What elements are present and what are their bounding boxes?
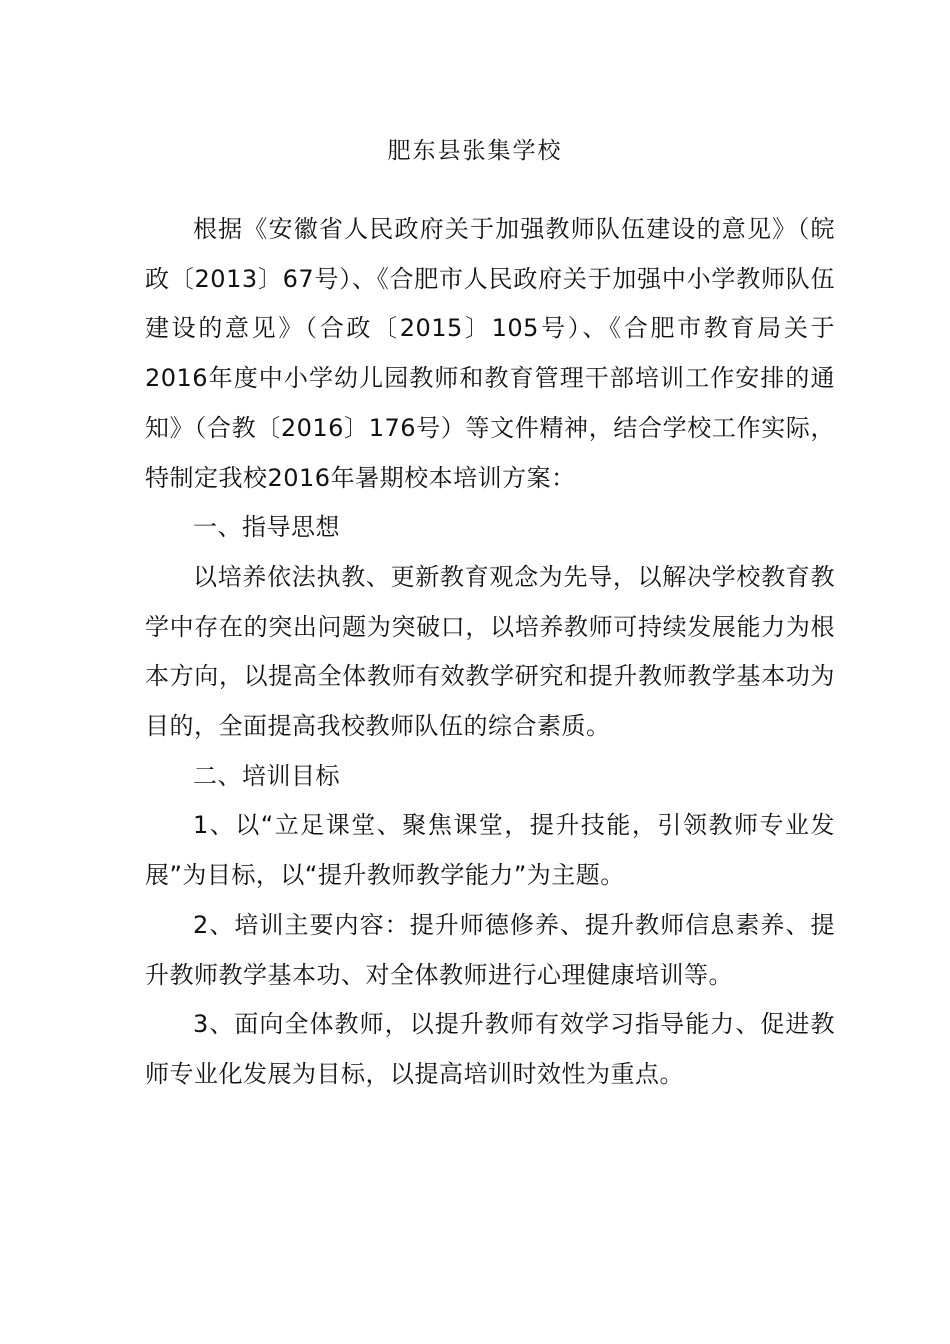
guiding-ideology-paragraph: 以培养依法执教、更新教育观念为先导，以解决学校教育教学中存在的突出问题为突破口，以培养教师可持续发展能力为根本方向，以提高全体教师有效教学研究和提升教师教学基本功为目的，全面提高我校教师队伍的综合素质。 xyxy=(145,562,835,741)
document-title: 肥东县张集学校 xyxy=(387,138,563,164)
intro-paragraph: 根据《安徽省人民政府关于加强教师队伍建设的意见》（皖政〔2013〕67号）、《合肥市人民政府关于加强中小学教师队伍建设的意见》（合政〔2015〕105号）、《合肥市教育局关于2016年度中小学幼儿园教师和教育管理干部培训工作安排的通知》（合教〔2016〕176号）等文件精神，结合学校工作实际，特制定我校2016年暑期校本培训方案： xyxy=(145,215,835,492)
document-body xyxy=(145,205,835,1100)
goal-item-1: 1、以“立足课堂、聚焦课堂，提升技能，引领教师专业发展”为目标，以“提升教师教学能力”为主题。 xyxy=(145,811,835,890)
section-heading-training-goals: 二、培训目标 xyxy=(193,761,340,790)
section-heading-guiding-ideology: 一、指导思想 xyxy=(193,513,340,542)
goal-item-3: 3、面向全体教师，以提升教师有效学习指导能力、促进教师专业化发展为目标，以提高培训时效性为重点。 xyxy=(145,1010,835,1088)
goal-item-2: 2、培训主要内容：提升师德修养、提升教师信息素养、提升教师教学基本功、对全体教师进行心理健康培训等。 xyxy=(145,910,835,989)
